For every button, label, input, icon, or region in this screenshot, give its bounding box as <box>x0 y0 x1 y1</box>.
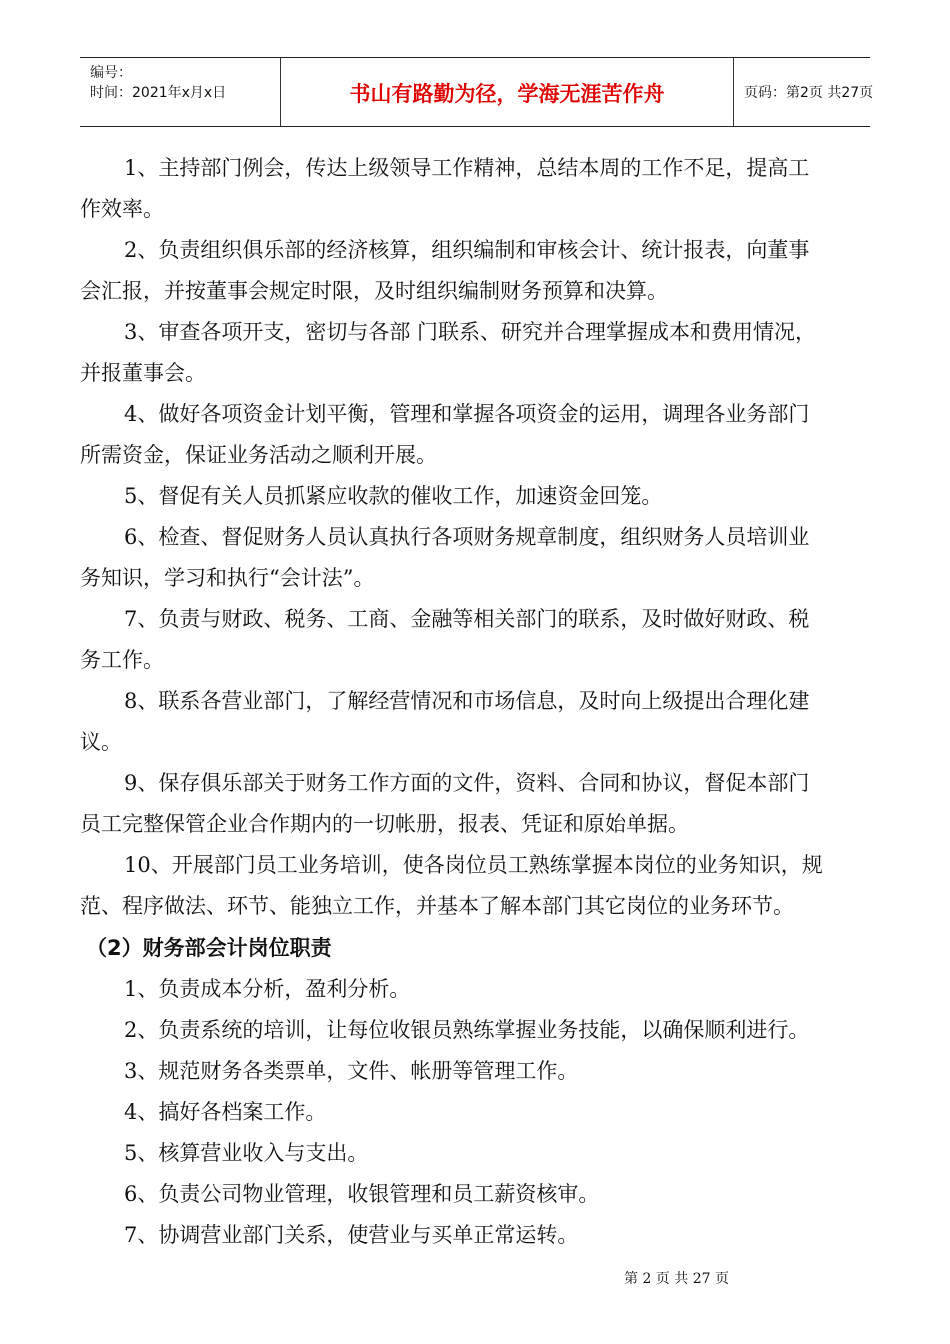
paragraph-line: 并报董事会。 <box>80 361 206 385</box>
duty-paragraph <box>80 681 870 763</box>
section-heading: （2）财务部会计岗位职责 <box>86 936 332 960</box>
paragraph-line: 2、负责组织俱乐部的经济核算，组织编制和审核会计、统计报表，向董事 <box>124 238 810 262</box>
header-page-cell <box>732 58 874 126</box>
list-item: 1、负责成本分析，盈利分析。 <box>124 977 411 1001</box>
paragraph-line: 7、负责与财政、税务、工商、金融等相关部门的联系，及时做好财政、税 <box>124 607 810 631</box>
paragraph-line: 9、保存俱乐部关于财务工作方面的文件，资料、合同和协议，督促本部门 <box>124 771 810 795</box>
paragraph-line: 员工完整保管企业合作期内的一切帐册，报表、凭证和原始单据。 <box>80 812 689 836</box>
paragraph-line: 6、检查、督促财务人员认真执行各项财务规章制度，组织财务人员培训业 <box>124 525 810 549</box>
duty-paragraph <box>80 517 870 599</box>
list-item: 6、负责公司物业管理，收银管理和员工薪资核审。 <box>124 1182 600 1206</box>
page-info: 页码：第2页 共27页 <box>744 85 874 101</box>
duty-paragraph <box>80 394 870 476</box>
duty-paragraph <box>80 763 870 845</box>
list-item: 3、规范财务各类票单，文件、帐册等管理工作。 <box>124 1059 579 1083</box>
paragraph-line: 务工作。 <box>80 648 164 672</box>
motto-text: 书山有路勤为径，学海无涯苦作舟 <box>349 82 665 106</box>
duty-paragraph <box>80 476 870 517</box>
duty-paragraph <box>80 230 870 312</box>
duty-paragraph <box>80 599 870 681</box>
paragraph-line: 5、督促有关人员抓紧应收款的催收工作，加速资金回笼。 <box>124 484 663 508</box>
duty-paragraph <box>80 148 870 230</box>
list-item: 7、协调营业部门关系，使营业与买单正常运转。 <box>124 1223 579 1247</box>
duty-paragraph <box>80 312 870 394</box>
paragraph-line: 3、审查各项开支，密切与各部 门联系、研究并合理掌握成本和费用情况， <box>124 320 817 344</box>
duty-paragraph <box>80 845 870 927</box>
number-label: 编号： <box>90 65 132 81</box>
list-item: 2、负责系统的培训，让每位收银员熟练掌握业务技能，以确保顺利进行。 <box>124 1018 810 1042</box>
accounting-duty-list <box>80 969 870 1256</box>
list-item: 4、搞好各档案工作。 <box>124 1100 327 1124</box>
paragraph-line: 1、主持部门例会，传达上级领导工作精神，总结本周的工作不足，提高工 <box>124 156 810 180</box>
paragraph-line: 议。 <box>80 730 122 754</box>
paragraph-line: 作效率。 <box>80 197 164 221</box>
page-footer: 第 2 页 共 27 页 <box>624 1271 729 1287</box>
paragraph-line: 范、程序做法、环节、能独立工作，并基本了解本部门其它岗位的业务环节。 <box>80 894 794 918</box>
header-meta-cell <box>80 58 280 126</box>
time-label: 时间：2021年x月x日 <box>90 85 227 101</box>
header-motto-cell <box>280 58 734 126</box>
paragraph-line: 所需资金，保证业务活动之顺利开展。 <box>80 443 437 467</box>
paragraph-line: 8、联系各营业部门，了解经营情况和市场信息，及时向上级提出合理化建 <box>124 689 810 713</box>
document-body <box>80 148 870 1256</box>
list-item: 5、核算营业收入与支出。 <box>124 1141 369 1165</box>
paragraph-line: 务知识，学习和执行“会计法”。 <box>80 566 375 590</box>
paragraph-line: 4、做好各项资金计划平衡，管理和掌握各项资金的运用，调理各业务部门 <box>124 402 810 426</box>
paragraph-line: 10、开展部门员工业务培训，使各岗位员工熟练掌握本岗位的业务知识，规 <box>124 853 823 877</box>
document-header <box>80 57 874 127</box>
paragraph-line: 会汇报，并按董事会规定时限，及时组织编制财务预算和决算。 <box>80 279 668 303</box>
